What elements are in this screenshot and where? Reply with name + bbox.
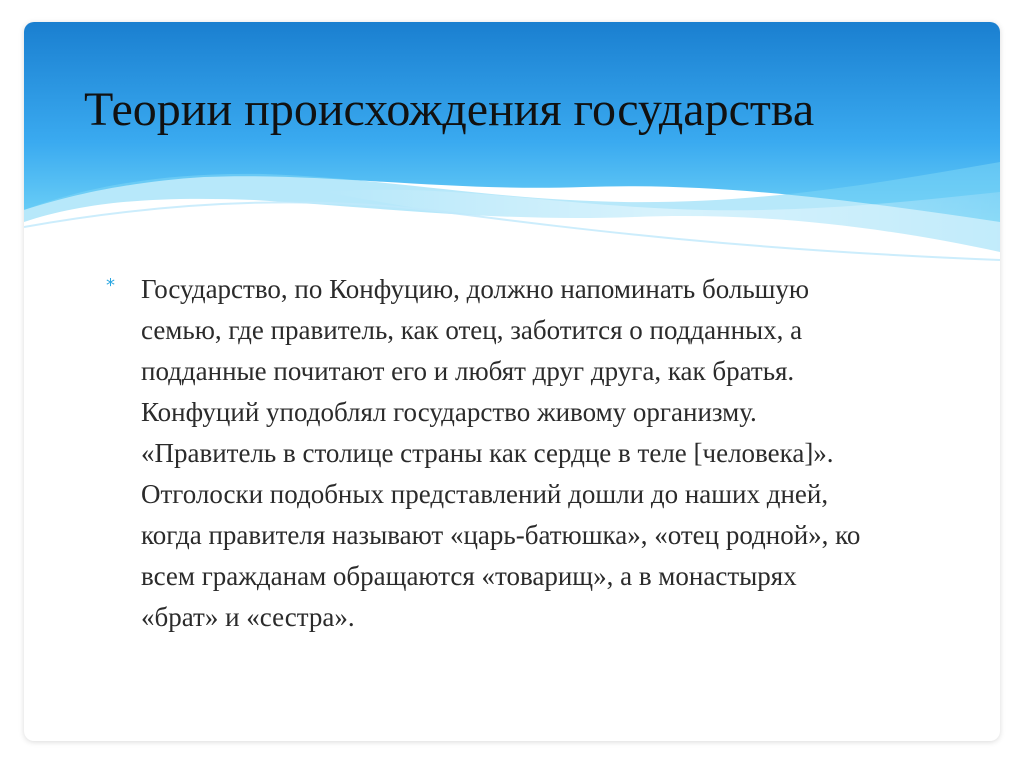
bullet-list [106, 269, 866, 638]
bullet-icon: * [106, 275, 115, 296]
slide [24, 22, 1000, 741]
bullet-text: Государство, по Конфуцию, должно напоминать большую семью, где правитель, как отец, заботится о подданных, а подданные почитают его и любят друг друга, как братья. Конфуций уподоблял государство живому организму. «Правитель в столице страны как сердце в теле [человека]». Отголоски подобных представлений дошли до наших дней, когда правителя называют «царь-батюшка», «отец родной», ко всем гражданам обращаются «товарищ», а в монастырях «брат» и «сестра». [141, 274, 861, 632]
slide-title: Теории происхождения государства [84, 83, 815, 136]
